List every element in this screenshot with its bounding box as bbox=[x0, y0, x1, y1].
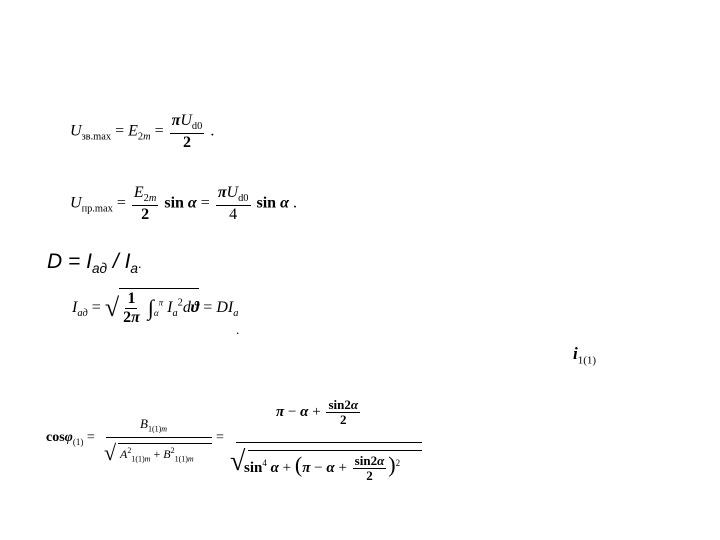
fraction-b-numerator: $B_{1(1)m}$ bbox=[140, 416, 168, 434]
equation-1-113-period: . bbox=[236, 322, 240, 337]
equation-cos-phi-lhs: cosφ$_{(1)}$ = bbox=[46, 430, 95, 447]
sqrt-bar-1 bbox=[118, 443, 212, 444]
equation-form-factor: $D = I_{aд} / I_a$. bbox=[47, 250, 142, 277]
fraction-2-denominator: $\sin^4 \alpha + (\pi - \alpha$ + $\frac{\sin 2\alpha}{2}$ )$^2$ bbox=[244, 452, 401, 484]
equation-1-111: $U_{зв.max} = E_{2m}$ = $\frac{\pi U_{d0}}{2}$ . bbox=[70, 112, 215, 151]
fraction-ab-denominator: $A^2_{1(1)m} + B^2_{1(1)m}$ bbox=[120, 446, 194, 464]
sqrt-sign-2: √ bbox=[230, 446, 246, 477]
equation-1-113: $I_{aд}$ = √ $\frac{1}{2\pi}$ $\int_\alpha^\pi$ $I_a^2dϑ = DI_a$ bbox=[72, 290, 239, 326]
fraction-line-1 bbox=[106, 437, 212, 438]
sqrt-bar-2 bbox=[248, 450, 422, 451]
equals-sign-2: = bbox=[216, 430, 224, 445]
symbol-i1: $i_{1(1)}$ bbox=[573, 344, 597, 367]
equation-1-112: $U_{пр.max}$ = $\frac{E_{2m}}{2}$ sin α = $\frac{\pi U_{d0}}{4}$ sin α . bbox=[70, 184, 297, 223]
sqrt-sign-1: √ bbox=[104, 440, 117, 465]
fraction-line-2 bbox=[236, 442, 422, 443]
fraction-2-numerator: π − α + $\frac{\sin 2\alpha}{2}$ bbox=[276, 397, 359, 428]
